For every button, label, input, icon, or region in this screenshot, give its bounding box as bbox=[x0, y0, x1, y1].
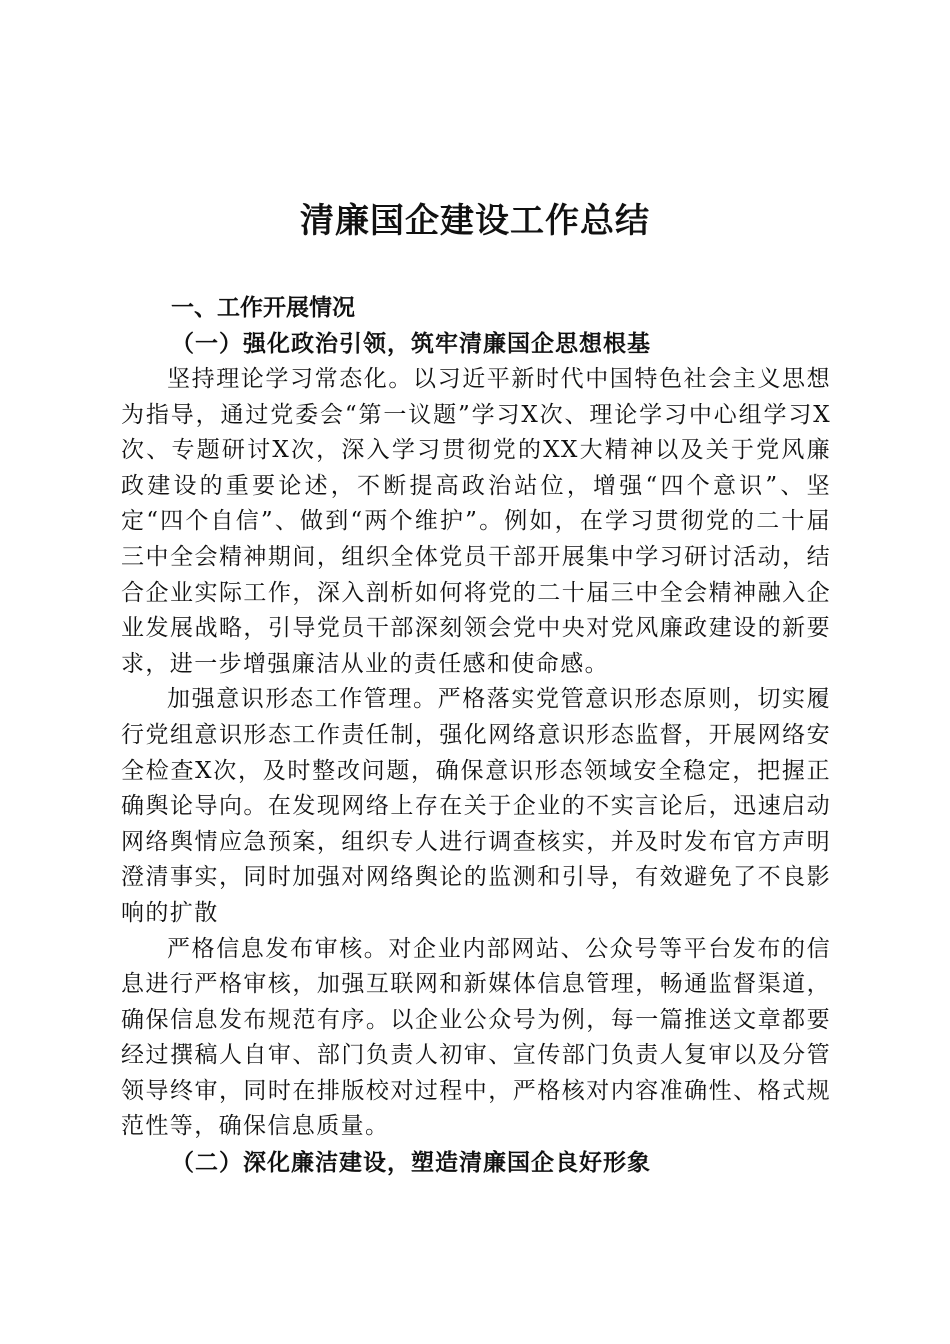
paragraph: 坚持理论学习常态化。以习近平新时代中国特色社会主义思想为指导，通过党委会“第一议题”学习X次、理论学习中心组学习X次、专题研讨X次，深入学习贯彻党的XX大精神以及关于党风廉政建设的重要论述，不断提高政治站位，增强“四个意识”、坚定“四个自信”、做到“两个维护”。例如，在学习贯彻党的二十届三中全会精神期间，组织全体党员干部开展集中学习研讨活动，结合企业实际工作，深入剖析如何将党的二十届三中全会精神融入企业发展战略，引导党员干部深刻领会党中央对党风廉政建设的新要求，进一步增强廉洁从业的责任感和使命感。 bbox=[121, 366, 831, 677]
document-body bbox=[121, 290, 831, 1181]
paragraph: 严格信息发布审核。对企业内部网站、公众号等平台发布的信息进行严格审核，加强互联网和新媒体信息管理，畅通监督渠道，确保信息发布规范有序。以企业公众号为例，每一篇推送文章都要经过撰稿人自审、部门负责人初审、宣传部门负责人复审以及分管领导终审，同时在排版校对过程中，严格核对内容准确性、格式规范性等，确保信息质量。 bbox=[121, 935, 831, 1140]
section-heading: 一、工作开展情况 bbox=[171, 295, 355, 321]
subsection-heading: （一）强化政治引领，筑牢清廉国企思想根基 bbox=[171, 330, 651, 357]
subsection-heading: （二）深化廉洁建设，塑造清廉国企良好形象 bbox=[171, 1149, 651, 1177]
paragraph: 加强意识形态工作管理。严格落实党管意识形态原则，切实履行党组意识形态工作责任制，强化网络意识形态监督，开展网络安全检查X次，及时整改问题，确保意识形态领域安全稳定，把握正确舆论导向。在发现网络上存在关于企业的不实言论后，迅速启动网络舆情应急预案，组织专人进行调查核实，并及时发布官方声明澄清事实，同时加强对网络舆论的监测和引导，有效避免了不良影响的扩散 bbox=[121, 686, 831, 926]
document-title: 清廉国企建设工作总结 bbox=[300, 201, 650, 241]
